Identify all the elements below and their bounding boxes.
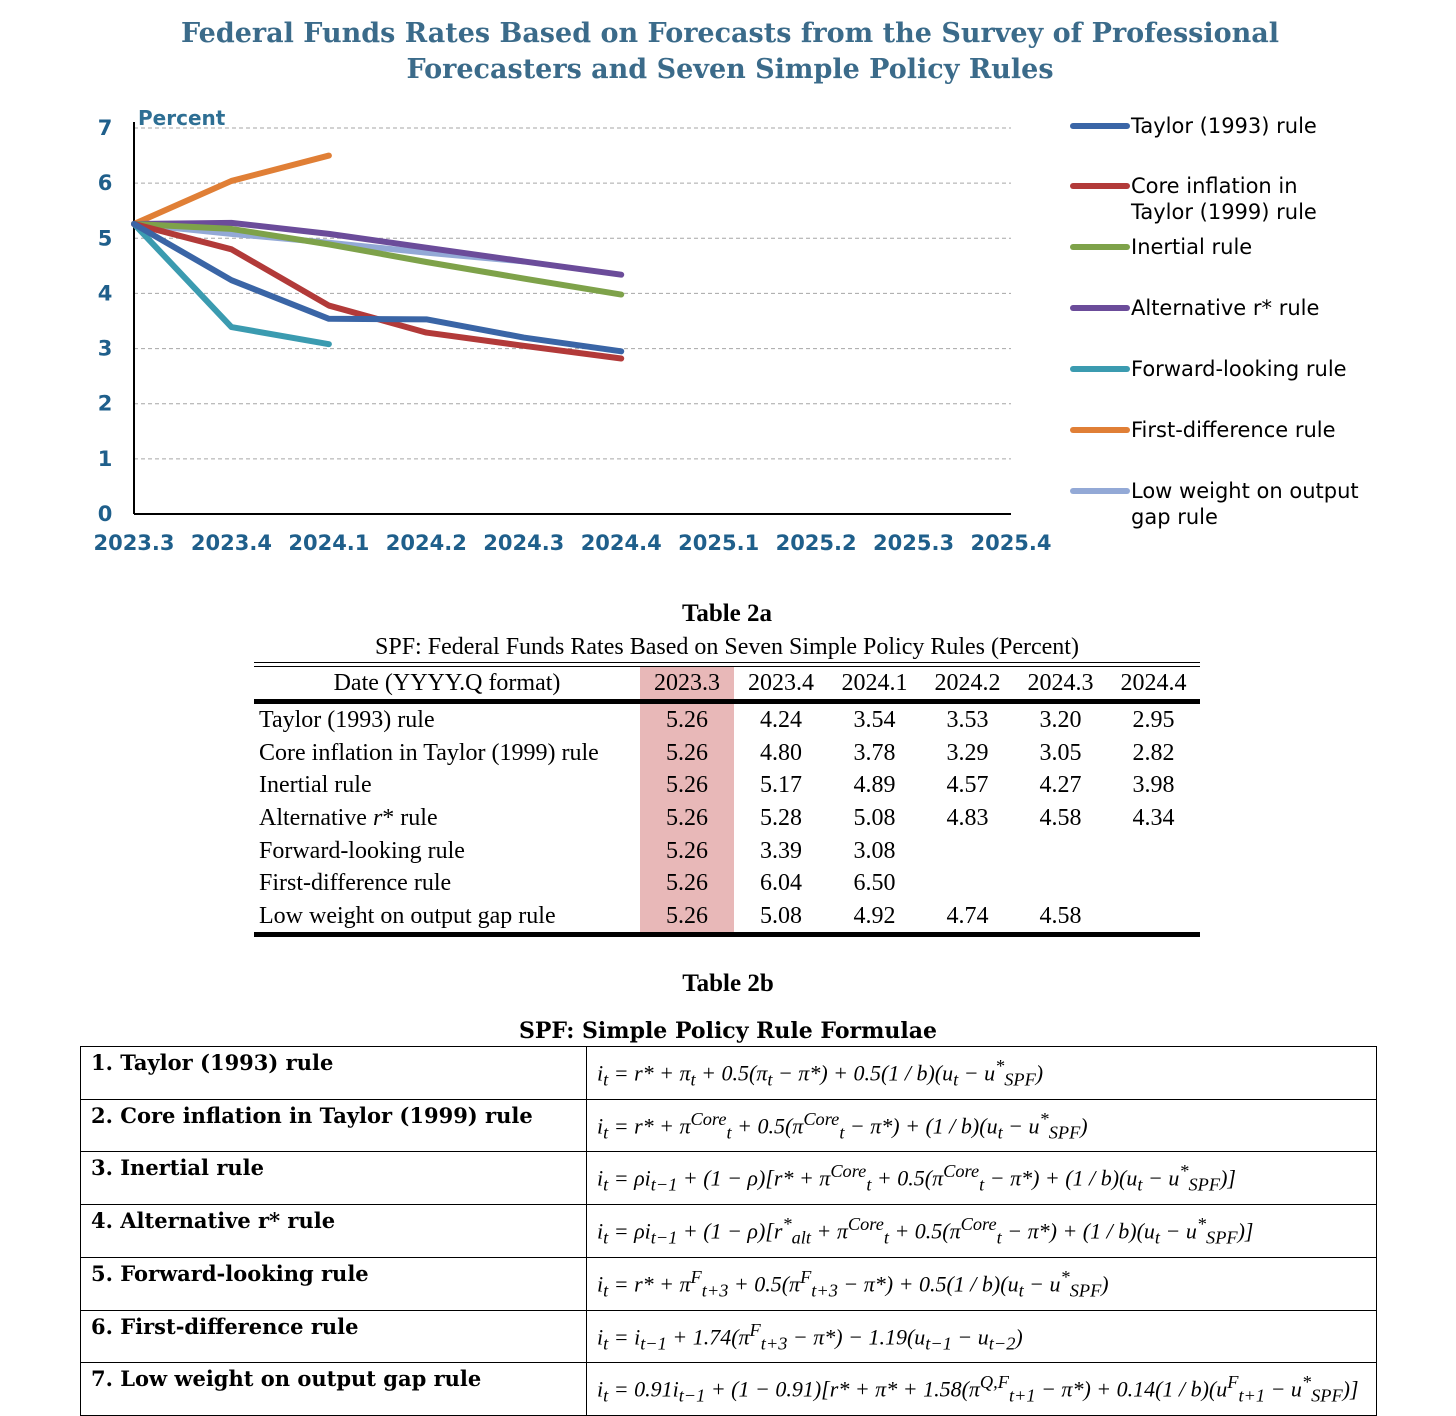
table-cell: 5.28	[760, 805, 802, 832]
formula-token: SPF	[1069, 1280, 1102, 1301]
table-2a-header-row	[254, 667, 1200, 702]
formula-token: t	[1018, 1280, 1024, 1301]
table-cell: 3.78	[853, 739, 896, 766]
formula-token: *	[995, 1056, 1005, 1076]
legend-label: First-difference rule	[1131, 418, 1336, 442]
formula-token: t	[603, 1122, 609, 1143]
row-name: Low weight on output gap rule	[254, 900, 640, 935]
formula-token: t−1	[678, 1386, 706, 1407]
formula-token: u	[986, 1113, 998, 1139]
table-cell: 6.04	[760, 870, 802, 897]
formula-token: t	[603, 1386, 609, 1407]
table-2b	[80, 1046, 1377, 1416]
formula-token: t	[603, 1175, 609, 1196]
y-tick-label: 1	[97, 446, 113, 471]
formula-token: Core	[830, 1161, 867, 1182]
rule-formula: $i_t = i_{t-1} + 1.74(\pi^F_{t+3} - \pi*) - 1.19(u_{t-1} - u_{t-2})$	[587, 1310, 1377, 1363]
formula-token: ρ	[747, 1218, 758, 1244]
formula-token: b	[1100, 1165, 1112, 1191]
formula-token: F	[749, 1319, 761, 1340]
formula-token: π	[932, 1165, 944, 1191]
row-name: First-difference rule	[259, 870, 452, 897]
formula-token: *	[881, 1113, 893, 1139]
formula-token: 1	[888, 1060, 900, 1086]
header-2023-4: 2023.4	[734, 667, 828, 702]
formula-token: 1	[953, 1271, 965, 1297]
formula-token: π	[679, 1113, 691, 1139]
formula-token: Core	[847, 1214, 884, 1235]
x-tick-label: 2025.1	[678, 531, 760, 555]
formula-token: t+3	[811, 1280, 838, 1301]
table-cell: 4.89	[853, 772, 896, 799]
formula-token: π	[863, 1271, 875, 1297]
chart-title-line-2: Forecasters and Seven Simple Policy Rules	[406, 54, 1054, 85]
header-2023-3: 2023.3	[640, 667, 734, 702]
formula-token: t	[996, 1227, 1002, 1248]
chart-title	[0, 16, 1456, 88]
formula-token: Core	[803, 1108, 840, 1129]
formula-token: t+3	[760, 1333, 788, 1354]
x-tick-label: 2025.4	[970, 531, 1052, 555]
formula-token: *	[782, 1165, 794, 1191]
formula-token: 1.58	[923, 1376, 962, 1402]
formula-token: 1	[1162, 1376, 1174, 1402]
formula-token: r	[773, 1165, 783, 1191]
table-cell: 3.53	[946, 707, 989, 734]
formula-token: u	[1028, 1113, 1040, 1139]
formula-token: π	[679, 1060, 691, 1086]
formula-token: *	[782, 1214, 792, 1235]
formula-token: SPF	[1048, 1122, 1081, 1143]
table-2a-row	[254, 737, 1200, 770]
formula-token: *	[642, 1271, 654, 1297]
table-cell: 2.82	[1132, 739, 1175, 766]
formula-token: *	[838, 1376, 850, 1402]
formula-token: t−1	[925, 1333, 952, 1354]
header-2024-3: 2024.3	[1014, 667, 1107, 702]
table-2a-top-rule	[254, 662, 1200, 663]
table-cell: 5.26	[640, 769, 734, 802]
formula-token: b	[916, 1060, 928, 1086]
formula-token: ρ	[634, 1218, 645, 1244]
formula-token: i	[597, 1271, 604, 1297]
formula-token: r	[634, 1113, 643, 1139]
legend-label: Taylor (1999) rule	[1131, 200, 1317, 224]
table-2a-row	[254, 867, 1200, 900]
formula-token: r	[829, 1376, 839, 1402]
table-cell: 2.95	[1132, 707, 1175, 734]
formula-token: 0.91	[634, 1376, 673, 1402]
formula-token: SPF	[1311, 1386, 1343, 1407]
table-2a-row	[254, 802, 1200, 835]
table-2a-subtitle: SPF: Federal Funds Rates Based on Seven Simple Policy Rules (Percent)	[375, 634, 1079, 660]
x-tick-label: 2024.2	[385, 531, 467, 555]
formula-token: *	[1072, 1376, 1084, 1402]
formula-token: u	[1168, 1165, 1180, 1191]
table-2a-row	[254, 834, 1200, 867]
formula-token: F	[800, 1266, 812, 1287]
x-tick-label: 2023.4	[190, 531, 272, 555]
formula-token: u	[977, 1323, 989, 1349]
legend-label: Core inflation in	[1131, 174, 1298, 198]
table-2a-title: Table 2a	[681, 600, 773, 627]
rule-formula: $i_t = \rho i_{t-1} + (1 - \rho)[r* + \pi^{Core}_t + 0.5(\pi^{Core}_t - \pi*) + (1 / b)(u_t - u^*_{SPF})]$	[587, 1152, 1377, 1205]
row-name: Forward-looking rule	[259, 837, 465, 864]
formula-token: π	[789, 1271, 801, 1297]
rule-formula: $i_t = r* + \pi_t + 0.5(\pi_t - \pi*) + 0.5(1 / b)(u_t - u^*_{SPF})$	[587, 1047, 1377, 1100]
formula-token: r	[773, 1218, 783, 1244]
formula-token: u	[942, 1060, 954, 1086]
formula-token: t	[603, 1280, 609, 1301]
formula-token: 1	[1090, 1218, 1102, 1244]
formula-token: π	[836, 1218, 848, 1244]
formula-token: π	[870, 1113, 882, 1139]
formula-token: *	[1196, 1214, 1207, 1235]
formula-token: i	[634, 1323, 641, 1349]
formula-token: t	[603, 1227, 609, 1248]
formula-token: π	[738, 1323, 750, 1349]
formula-token: u	[1007, 1271, 1019, 1297]
formula-token: SPF	[1004, 1069, 1036, 1090]
formula-token: i	[597, 1218, 604, 1244]
formula-row	[81, 1152, 1377, 1205]
table-cell: 4.27	[1039, 772, 1082, 799]
table-2a-row	[254, 900, 1200, 935]
table-cell: 5.08	[734, 900, 828, 935]
formula-token: t	[603, 1069, 609, 1090]
formula-token: 1	[710, 1165, 722, 1191]
legend-label: Low weight on output	[1131, 479, 1359, 503]
formula-token: t	[883, 1227, 889, 1248]
formula-row	[81, 1363, 1377, 1416]
formula-token: t−1	[650, 1175, 678, 1196]
formula-token: t	[1154, 1227, 1160, 1248]
formula-token: ρ	[634, 1165, 645, 1191]
rule-formula: $i_t = r* + \pi^F_{t+3} + 0.5(\pi^F_{t+3} - \pi*) + 0.5(1 / b)(u_t - u^*_{SPF})$	[587, 1257, 1377, 1310]
formula-token: t	[997, 1122, 1003, 1143]
table-cell	[921, 834, 1014, 867]
row-name-suffix: * rule	[382, 805, 438, 832]
formula-token: t	[767, 1069, 773, 1090]
rule-name: 5. Forward-looking rule	[81, 1257, 587, 1310]
formula-token: u	[1216, 1376, 1228, 1402]
legend-label: Inertial rule	[1131, 235, 1253, 259]
table-cell	[1107, 834, 1200, 867]
table-2b-subtitle: SPF: Simple Policy Rule Formulae	[519, 1018, 937, 1044]
line-chart	[0, 95, 1456, 565]
table-cell: 4.58	[1014, 900, 1107, 935]
table-cell: 5.26	[640, 834, 734, 867]
formula-token: i	[597, 1165, 604, 1191]
table-cell: 3.05	[1039, 739, 1082, 766]
formula-token: Core	[960, 1214, 997, 1235]
rule-formula: $i_t = \rho i_{t-1} + (1 - \rho)[r^*_{alt} + \pi^{Core}_t + 0.5(\pi^{Core}_t - \pi*) + (1 / b)(u_t - u^*_{SPF})]$	[587, 1205, 1377, 1258]
formula-token: π	[1061, 1376, 1073, 1402]
formula-token: 0.5	[721, 1060, 749, 1086]
table-cell: 6.50	[853, 870, 896, 897]
formula-token: *	[809, 1060, 821, 1086]
formula-token: i	[644, 1218, 651, 1244]
table-cell: 4.24	[760, 707, 802, 734]
formula-token: *	[1021, 1165, 1033, 1191]
formula-token: π	[792, 1113, 804, 1139]
formula-token: i	[597, 1060, 604, 1086]
rule-formula: $i_t = 0.91i_{t-1} + (1 - 0.91)[r* + \pi* + 1.58(\pi^{Q,F}_{t+1} - \pi*) + 0.14(1 / b)(u^F_{t+1} - u^*_{SPF})]$	[587, 1363, 1377, 1416]
formula-token: 1.19	[868, 1323, 907, 1349]
table-2a-row	[254, 769, 1200, 802]
rule-name: 6. First-difference rule	[81, 1310, 587, 1363]
rule-formula: $i_t = r* + \pi^{Core}_t + 0.5(\pi^{Core}_t - \pi*) + (1 / b)(u_t - u^*_{SPF})$	[587, 1099, 1377, 1152]
table-cell: 5.26	[640, 702, 734, 737]
formula-token: u	[1049, 1271, 1061, 1297]
series-line	[134, 224, 621, 295]
table-cell: 4.57	[946, 772, 989, 799]
formula-token: F	[1227, 1372, 1239, 1393]
formula-token: t	[979, 1175, 985, 1196]
formula-token: π	[968, 1376, 980, 1402]
row-name: Inertial rule	[259, 772, 372, 799]
row-name: Core inflation in Taylor (1999) rule	[259, 739, 599, 766]
table-cell: 3.98	[1132, 772, 1175, 799]
y-tick-label: 5	[97, 226, 113, 251]
table-2b-title: Table 2b	[682, 970, 774, 997]
formula-token: *	[1038, 1218, 1050, 1244]
formula-token: Core	[690, 1108, 727, 1129]
rule-name: 7. Low weight on output gap rule	[81, 1363, 587, 1416]
formula-token: π	[949, 1218, 961, 1244]
formula-token: 1	[710, 1218, 722, 1244]
formula-token: 1	[738, 1376, 750, 1402]
table-cell: 4.74	[921, 900, 1014, 935]
formula-token: i	[597, 1323, 604, 1349]
table-cell: 3.08	[853, 837, 896, 864]
formula-token: u	[1126, 1165, 1138, 1191]
formula-token: *	[874, 1271, 886, 1297]
x-tick-label: 2023.3	[93, 531, 175, 555]
formula-row	[81, 1205, 1377, 1258]
y-tick-label: 6	[97, 171, 113, 196]
formula-token: u	[1185, 1218, 1197, 1244]
table-cell	[1107, 867, 1200, 900]
formula-token: t	[953, 1069, 959, 1090]
rule-name: 2. Core inflation in Taylor (1999) rule	[81, 1099, 587, 1152]
formula-token: 1	[932, 1113, 944, 1139]
x-tick-label: 2024.3	[483, 531, 565, 555]
formula-token: π	[1010, 1165, 1022, 1191]
table-cell: 4.58	[1039, 805, 1082, 832]
rule-name: 1. Taylor (1993) rule	[81, 1047, 587, 1100]
y-tick-label: 2	[97, 391, 113, 416]
formula-token: 1	[1072, 1165, 1084, 1191]
formula-token: t	[1137, 1175, 1143, 1196]
formula-token: F	[690, 1266, 702, 1287]
row-name: Taylor (1993) rule	[259, 707, 435, 734]
formula-token: 0.5	[853, 1060, 881, 1086]
rule-name: 3. Inertial rule	[81, 1152, 587, 1205]
table-cell	[1014, 867, 1107, 900]
formula-token: u	[914, 1323, 926, 1349]
formula-token: 0.5	[918, 1271, 947, 1297]
formula-token: *	[642, 1113, 654, 1139]
formula-token: *	[1301, 1372, 1312, 1393]
table-2a-row	[254, 702, 1200, 737]
table-cell: 5.08	[853, 805, 896, 832]
formula-token: b	[1118, 1218, 1130, 1244]
table-cell: 4.80	[760, 739, 802, 766]
table-cell: 5.26	[640, 867, 734, 900]
formula-token: 0.5	[914, 1218, 943, 1244]
formula-token: t	[726, 1122, 732, 1143]
header-2024-2: 2024.2	[921, 667, 1014, 702]
formula-token: Q,F	[979, 1372, 1009, 1393]
table-cell: 5.26	[640, 737, 734, 770]
formula-token: π	[756, 1060, 768, 1086]
formula-token: t+1	[1008, 1386, 1036, 1407]
x-tick-label: 2025.2	[775, 531, 857, 555]
formula-token: u	[1290, 1376, 1302, 1402]
formula-token: 0.5	[897, 1165, 925, 1191]
table-cell	[1107, 900, 1200, 935]
formula-token: b	[960, 1113, 972, 1139]
series-line	[134, 156, 329, 224]
formula-token: r	[634, 1271, 643, 1297]
formula-token: *	[1060, 1266, 1070, 1287]
formula-token: t+1	[1238, 1386, 1266, 1407]
formula-token: 0.5	[757, 1113, 785, 1139]
table-cell: 3.29	[946, 739, 989, 766]
formula-token: b	[981, 1271, 993, 1297]
formula-row	[81, 1099, 1377, 1152]
formula-token: 0.5	[754, 1271, 782, 1297]
formula-token: *	[1179, 1161, 1189, 1182]
formula-row	[81, 1310, 1377, 1363]
formula-token: t−2	[988, 1333, 1016, 1354]
rule-name: 4. Alternative r* rule	[81, 1205, 587, 1258]
formula-token: i	[597, 1113, 604, 1139]
formula-token: t+3	[701, 1280, 729, 1301]
formula-token: Core	[943, 1161, 980, 1182]
formula-token: *	[642, 1060, 654, 1086]
formula-token: i	[644, 1165, 651, 1191]
legend-label: gap rule	[1131, 505, 1218, 529]
formula-token: b	[1190, 1376, 1202, 1402]
formula-token: i	[672, 1376, 679, 1402]
table-cell: 5.26	[640, 802, 734, 835]
formula-token: 1.74	[692, 1323, 732, 1349]
formula-token: u	[984, 1060, 996, 1086]
y-axis-title: Percent	[138, 106, 226, 130]
formula-token: *	[886, 1376, 898, 1402]
header-2024-4: 2024.4	[1107, 667, 1200, 702]
table-cell: 4.34	[1132, 805, 1175, 832]
x-tick-label: 2025.3	[873, 531, 955, 555]
formula-token: r	[634, 1060, 643, 1086]
formula-token: 0.14	[1116, 1376, 1156, 1402]
formula-token: 0.91	[775, 1376, 814, 1402]
formula-token: t	[603, 1333, 609, 1354]
x-tick-label: 2024.4	[580, 531, 662, 555]
row-name-prefix: Alternative	[259, 805, 373, 832]
table-cell: 5.17	[760, 772, 802, 799]
formula-token: t	[839, 1122, 845, 1143]
y-tick-label: 3	[97, 336, 113, 361]
formula-token: *	[824, 1323, 836, 1349]
row-name	[254, 802, 640, 835]
legend-label: Taylor (1993) rule	[1131, 114, 1317, 138]
formula-token: i	[597, 1376, 604, 1402]
formula-token: alt	[791, 1227, 811, 1248]
formula-token: π	[819, 1165, 831, 1191]
formula-token: π	[1027, 1218, 1039, 1244]
formula-token: t−1	[640, 1333, 667, 1354]
formula-token: π	[798, 1060, 810, 1086]
y-tick-label: 4	[97, 281, 113, 306]
table-cell: 3.20	[1039, 707, 1082, 734]
formula-token: π	[813, 1323, 825, 1349]
table-cell: 4.92	[828, 900, 921, 935]
y-tick-label: 7	[97, 116, 113, 140]
chart-title-line-1: Federal Funds Rates Based on Forecasts from the Survey of Professional	[180, 18, 1280, 49]
formula-token: π	[875, 1376, 887, 1402]
formula-row	[81, 1047, 1377, 1100]
legend-label: Alternative r* rule	[1131, 296, 1320, 320]
table-cell: 4.83	[946, 805, 989, 832]
formula-token: SPF	[1188, 1175, 1221, 1196]
table-cell: 3.39	[760, 837, 802, 864]
table-cell	[921, 867, 1014, 900]
formula-token: SPF	[1206, 1227, 1238, 1248]
formula-token: *	[1039, 1108, 1049, 1129]
formula-token: t	[866, 1175, 872, 1196]
row-name-variable: r	[372, 805, 383, 832]
formula-token: t−1	[650, 1227, 678, 1248]
table-2a	[254, 662, 1200, 937]
formula-row	[81, 1257, 1377, 1310]
table-cell: 3.54	[853, 707, 896, 734]
formula-token: u	[1143, 1218, 1155, 1244]
formula-token: π	[679, 1271, 691, 1297]
header-date: Date (YYYY.Q format)	[254, 667, 640, 702]
legend-label: Forward-looking rule	[1131, 357, 1347, 381]
y-tick-label: 0	[97, 502, 113, 526]
header-2024-1: 2024.1	[828, 667, 921, 702]
formula-token: ρ	[747, 1165, 758, 1191]
table-cell	[1014, 834, 1107, 867]
formula-token: t	[690, 1069, 696, 1090]
x-tick-label: 2024.1	[288, 531, 370, 555]
table-cell: 5.26	[640, 900, 734, 935]
